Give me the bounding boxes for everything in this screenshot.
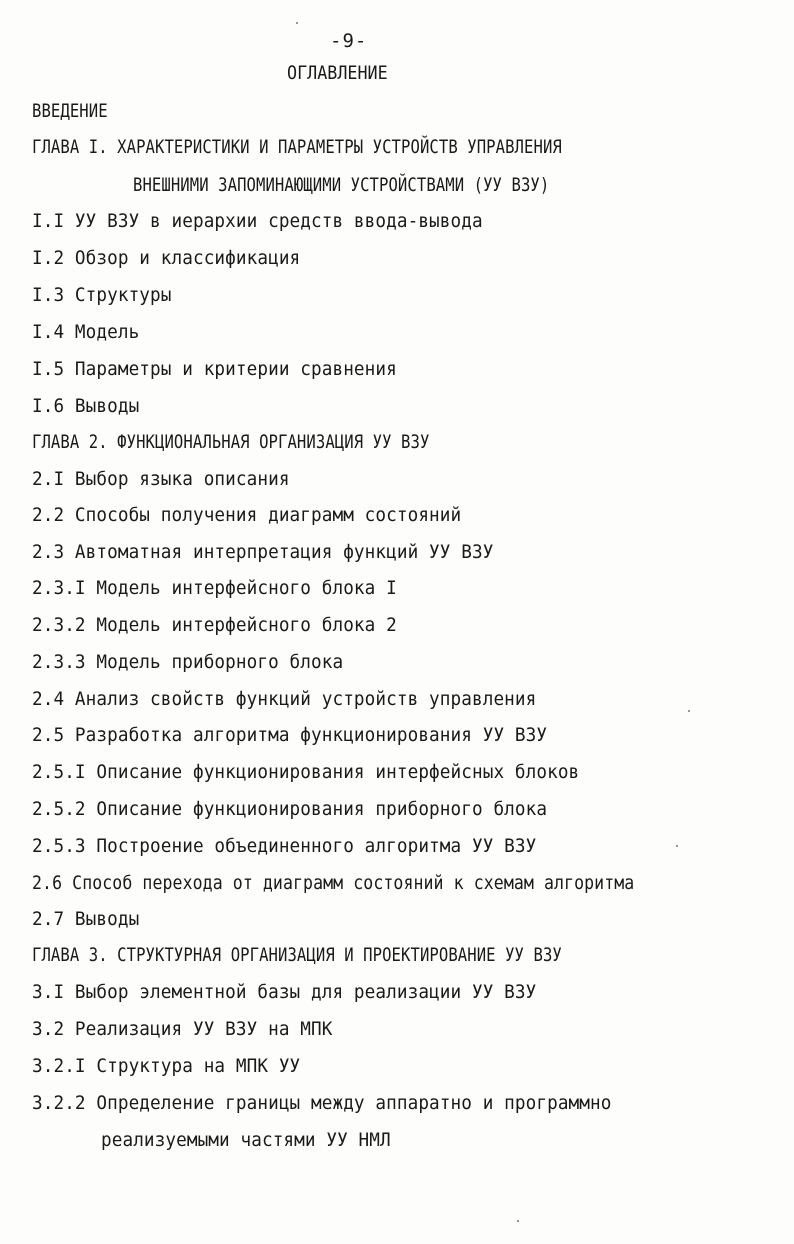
toc-entry-2-5-1: 2.5.I Описание функционирования интерфейсных блоков	[32, 761, 580, 783]
scan-speck	[676, 845, 678, 847]
toc-entry-3-1: 3.I Выбор элементной базы для реализации УУ ВЗУ	[32, 981, 537, 1003]
toc-entry-1-3: I.3 Структуры	[32, 284, 172, 306]
page-number: -9-	[330, 30, 368, 52]
toc-entry-2-7: 2.7 Выводы	[32, 908, 140, 930]
toc-entry-2-4: 2.4 Анализ свойств функций устройств управления	[32, 688, 537, 710]
scan-speck	[296, 22, 298, 24]
toc-entry-2-6: 2.6 Способ перехода от диаграмм состояний к схемам алгоритма	[32, 872, 635, 894]
toc-chapter-2-heading: ГЛАВА 2. ФУНКЦИОНАЛЬНАЯ ОРГАНИЗАЦИЯ УУ ВЗУ	[32, 431, 430, 453]
toc-entry-2-3-1: 2.3.I Модель интерфейсного блока I	[32, 577, 397, 599]
toc-entry-3-2: 3.2 Реализация УУ ВЗУ на МПК	[32, 1018, 333, 1040]
toc-chapter-1-heading-continued: ВНЕШНИМИ ЗАПОМИНАЮЩИМИ УСТРОЙСТВАМИ (УУ ВЗУ)	[133, 174, 550, 196]
toc-chapter-1-heading: ГЛАВА I. ХАРАКТЕРИСТИКИ И ПАРАМЕТРЫ УСТРОЙСТВ УПРАВЛЕНИЯ	[32, 136, 562, 158]
toc-entry-2-3-2: 2.3.2 Модель интерфейсного блока 2	[32, 614, 397, 636]
toc-entry-2-1: 2.I Выбор языка описания	[32, 468, 290, 490]
toc-entry-1-6: I.6 Выводы	[32, 395, 140, 417]
scan-speck	[688, 710, 690, 712]
toc-entry-2-2: 2.2 Способы получения диаграмм состояний	[32, 504, 462, 526]
toc-chapter-3-heading: ГЛАВА 3. СТРУКТУРНАЯ ОРГАНИЗАЦИЯ И ПРОЕКТИРОВАНИЕ УУ ВЗУ	[32, 944, 562, 966]
toc-entry-1-5: I.5 Параметры и критерии сравнения	[32, 358, 397, 380]
toc-entry-2-3-3: 2.3.3 Модель приборного блока	[32, 651, 344, 673]
toc-title: ОГЛАВЛЕНИЕ	[287, 62, 388, 84]
toc-entry-1-1: I.I УУ ВЗУ в иерархии средств ввода-вывода	[32, 210, 483, 232]
toc-intro: ВВЕДЕНИЕ	[32, 100, 108, 122]
toc-entry-2-5-2: 2.5.2 Описание функционирования приборного блока	[32, 798, 548, 820]
toc-entry-3-2-2-continued: реализуемыми частями УУ НМЛ	[101, 1129, 391, 1151]
toc-entry-1-2: I.2 Обзор и классификация	[32, 247, 301, 269]
toc-entry-3-2-1: 3.2.I Структура на МПК УУ	[32, 1055, 301, 1077]
scan-speck	[517, 1220, 519, 1222]
toc-entry-2-5-3: 2.5.3 Построение объединенного алгоритма УУ ВЗУ	[32, 835, 537, 857]
toc-entry-1-4: I.4 Модель	[32, 321, 140, 343]
toc-entry-2-5: 2.5 Разработка алгоритма функционирования УУ ВЗУ	[32, 724, 548, 746]
toc-entry-3-2-2: 3.2.2 Определение границы между аппаратно и программно	[32, 1092, 612, 1114]
toc-entry-2-3: 2.3 Автоматная интерпретация функций УУ ВЗУ	[32, 541, 494, 563]
